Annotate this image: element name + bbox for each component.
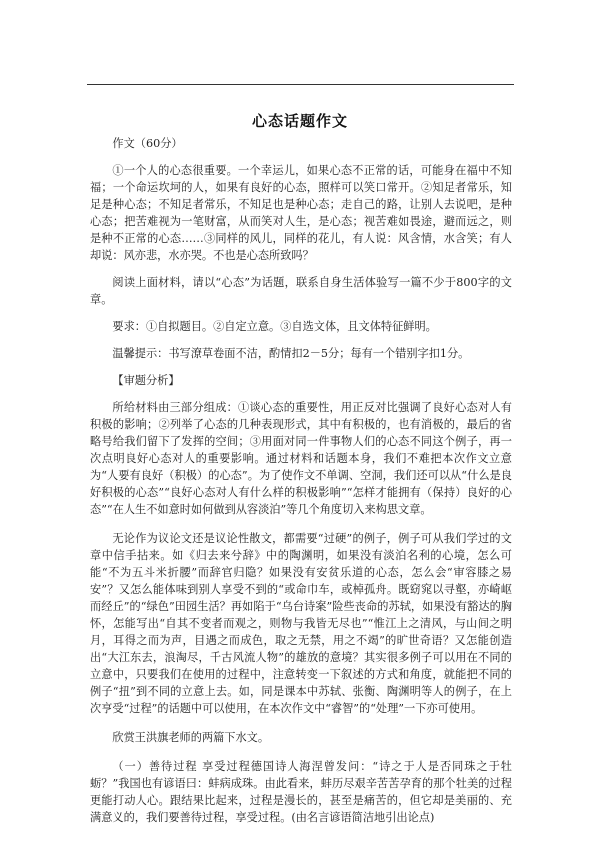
- section-heading: 【审题分析】: [112, 374, 180, 387]
- material-paragraph: ①一个人的心态很重要。一个幸运儿，如果心态不正常的话，可能身在福中不知福；一个命运坎坷的人，如果有良好的心态，照样可以笑口常开。②知足者常乐，知足是种心态；不知足者常乐，不知足也是种心态；走自己的路，让别人去说吧，是种心态；把苦难视为一笔财富，从而笑对人生，是心态；视苦难如畏途，避而远之，则是种不正常的心态……③同样的风儿，同样的花儿，有人说：风含情，水含笑；有人却说：风亦悲，水亦哭。不也是心态所致吗？: [90, 164, 512, 262]
- header-rule: [87, 84, 514, 85]
- analysis-paragraph: （一）善待过程 享受过程德国诗人海涅曾发问：“诗之于人是否同珠之于牡蛎？”我国也有谚语曰：蚌病成珠。由此看来，蚌历尽艰辛苦苦孕育的那个牡美的过程更能打动人心。跟结果比起来，过程是漫长的，甚至是痛苦的，但它却是美丽的、充满意义的，我们要善待过程，享受过程。(由名言谚语简洁地引出论点): [90, 760, 512, 824]
- tips-paragraph: 温馨提示：书写潦草卷面不洁，酌情扣2－5分；每有一个错别字扣1分。: [112, 347, 470, 360]
- analysis-paragraph: 所给材料由三部分组成：①谈心态的重要性，用正反对比强调了良好心态对人有积极的影响；②列举了心态的几种表现形式，其中有积极的，也有消极的，最后的省略号给我们留下了发挥的空间；③用面对同一件事物人们的心态不同这个例子，再一次点明良好心态对人的重要影响。通过材料和话题本身，我们不难把本次作文立意为“人要有良好（积极）的心态”。为了使作文不单调、空洞，我们还可以从“什么是良好积极的心态”“良好心态对人有什么样的积极影响”“怎样才能拥有（保持）良好的心态”“在人生不如意时如何做到从容淡泊”等几个角度切入来构思文章。: [90, 401, 512, 516]
- subtitle: 作文（60分）: [112, 137, 183, 150]
- analysis-paragraph: 无论作为议论文还是议论性散文，都需要“过硬”的例子，例子可从我们学过的文章中信手拈来。如《归去来兮辞》中的陶渊明，如果没有淡泊名利的心境，怎么可能“不为五斗米折腰”而辞官归隐？如果没有安贫乐道的心态，怎么会“审容膝之易安”？又怎么能体味到别人享受不到的“或命巾车，或棹孤舟。既窈窕以寻壑，亦崎岖而经丘”的“绿色”田园生活？再如陷于“乌台诗案”险些丧命的苏轼，如果没有豁达的胸怀，怎能写出“自其不变者而观之，则物与我皆无尽也”“惟江上之清风，与山间之明月，耳得之而为声，目遇之而成色，取之无禁，用之不竭”的旷世奇语？又怎能创造出“大江东去，浪淘尽，千古风流人物”的雄放的意境？其实很多例子可以用在不同的立意中，只要我们在使用的过程中，注意转变一下叙述的方式和角度，就能把不同的例子“扭”到不同的立意上去。如，同是课本中苏轼、张衡、陶渊明等人的例子，在上次亨受“过程”的话题中可以使用，在本次作文中“睿智”的“处理”一下亦可使用。: [90, 532, 512, 715]
- analysis-paragraph: 欣赏王洪旗老师的两篇下水文。: [112, 731, 270, 744]
- requirements-paragraph: 要求：①自拟题目。②自定立意。③自选文体，且文体特征鲜明。: [112, 320, 437, 333]
- page-title: 心态话题作文: [251, 112, 348, 130]
- document-body: [90, 135, 512, 826]
- task-paragraph: 阅读上面材料，请以“心态”为话题，联系自身生活体验写一篇不少于800字的文章。: [90, 276, 512, 306]
